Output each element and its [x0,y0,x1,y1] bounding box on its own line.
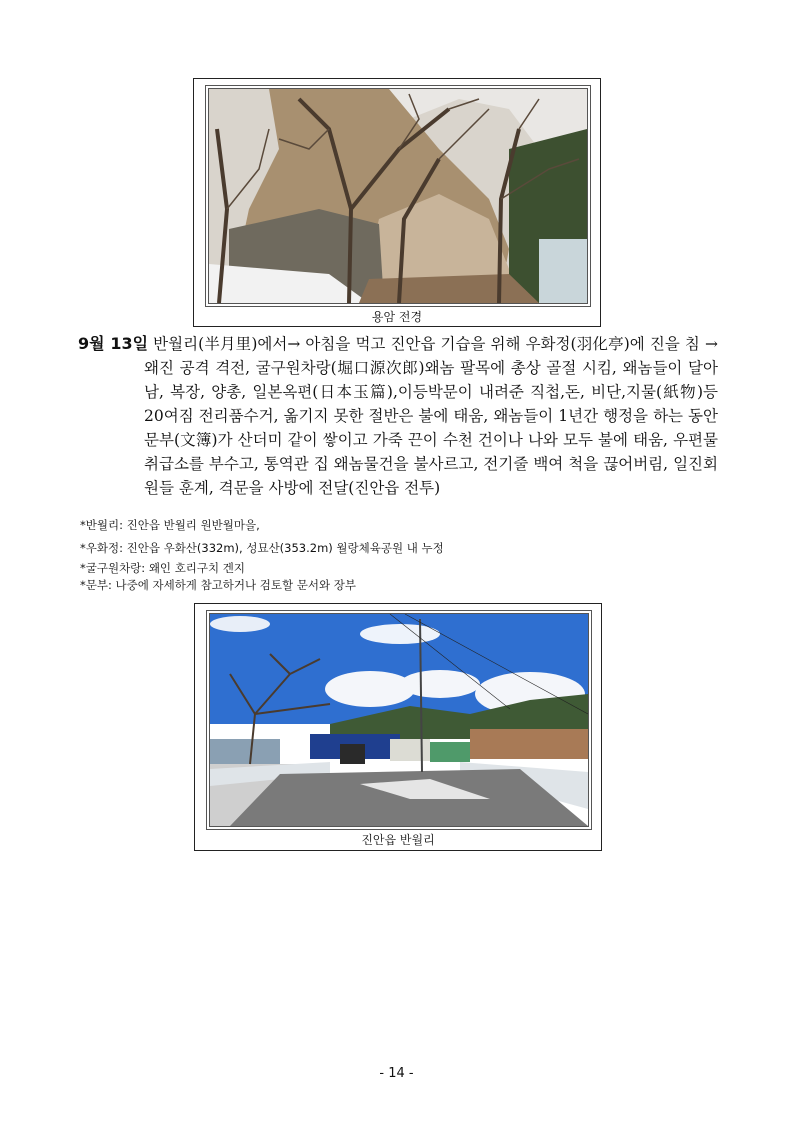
page-number: - 14 - [379,1066,414,1081]
footnote-item: *반월리: 진안읍 반월리 원반월마을, [80,518,260,532]
footnotes [80,514,720,597]
village-photo-illustration [210,614,588,826]
entry-date: 9월 13일 [78,334,149,353]
photo-frame-2 [194,603,602,851]
photo-frame-1 [193,78,601,327]
footnote-item: *우화정: 진안읍 우화산(332m), 성묘산(353.2m) 월랑체육공원 내 누정 [80,541,444,555]
photo-village-road [206,610,592,830]
footnote-item: *굴구원차랑: 왜인 호리구치 겐지 [80,561,246,575]
photo-rock-view [205,85,591,307]
rock-photo-illustration [209,89,587,303]
diary-entry [78,332,718,500]
entry-paragraph [78,332,718,500]
entry-text: 반월리(半月里)에서→ 아침을 먹고 진안읍 기습을 위해 우화정(羽化亭)에 진을 침 → 왜진 공격 격전, 굴구원차랑(堀口源次郎)왜놈 팔목에 총상 골절 시킴, 왜놈들이 달아남, 복장, 양총, 일본옥편(日本玉篇),이등박문이 내려준 직첩,돈, 비단,지물(紙物)등 20여짐 전리품수거, 옮기지 못한 절반은 불에 태움, 왜놈들이 1년간 행정을 하는 동안 문부(文簿)가 산더미 같이 쌓이고 가죽 끈이 수천 건이나 나와 모두 불에 태움, 우편물취급소를 부수고, 통역관 집 왜놈물건을 불사르고, 전기줄 백여 척을 끊어버림, 일진회원들 훈계, 격문을 사방에 전달(진안읍 전투) [144,335,718,497]
photo-1-caption: 용암 전경 [371,310,423,324]
photo-2-caption: 진안읍 반월리 [361,833,435,847]
footnote-item: *문부: 나중에 자세하게 참고하거나 검토할 문서와 장부 [80,578,356,592]
